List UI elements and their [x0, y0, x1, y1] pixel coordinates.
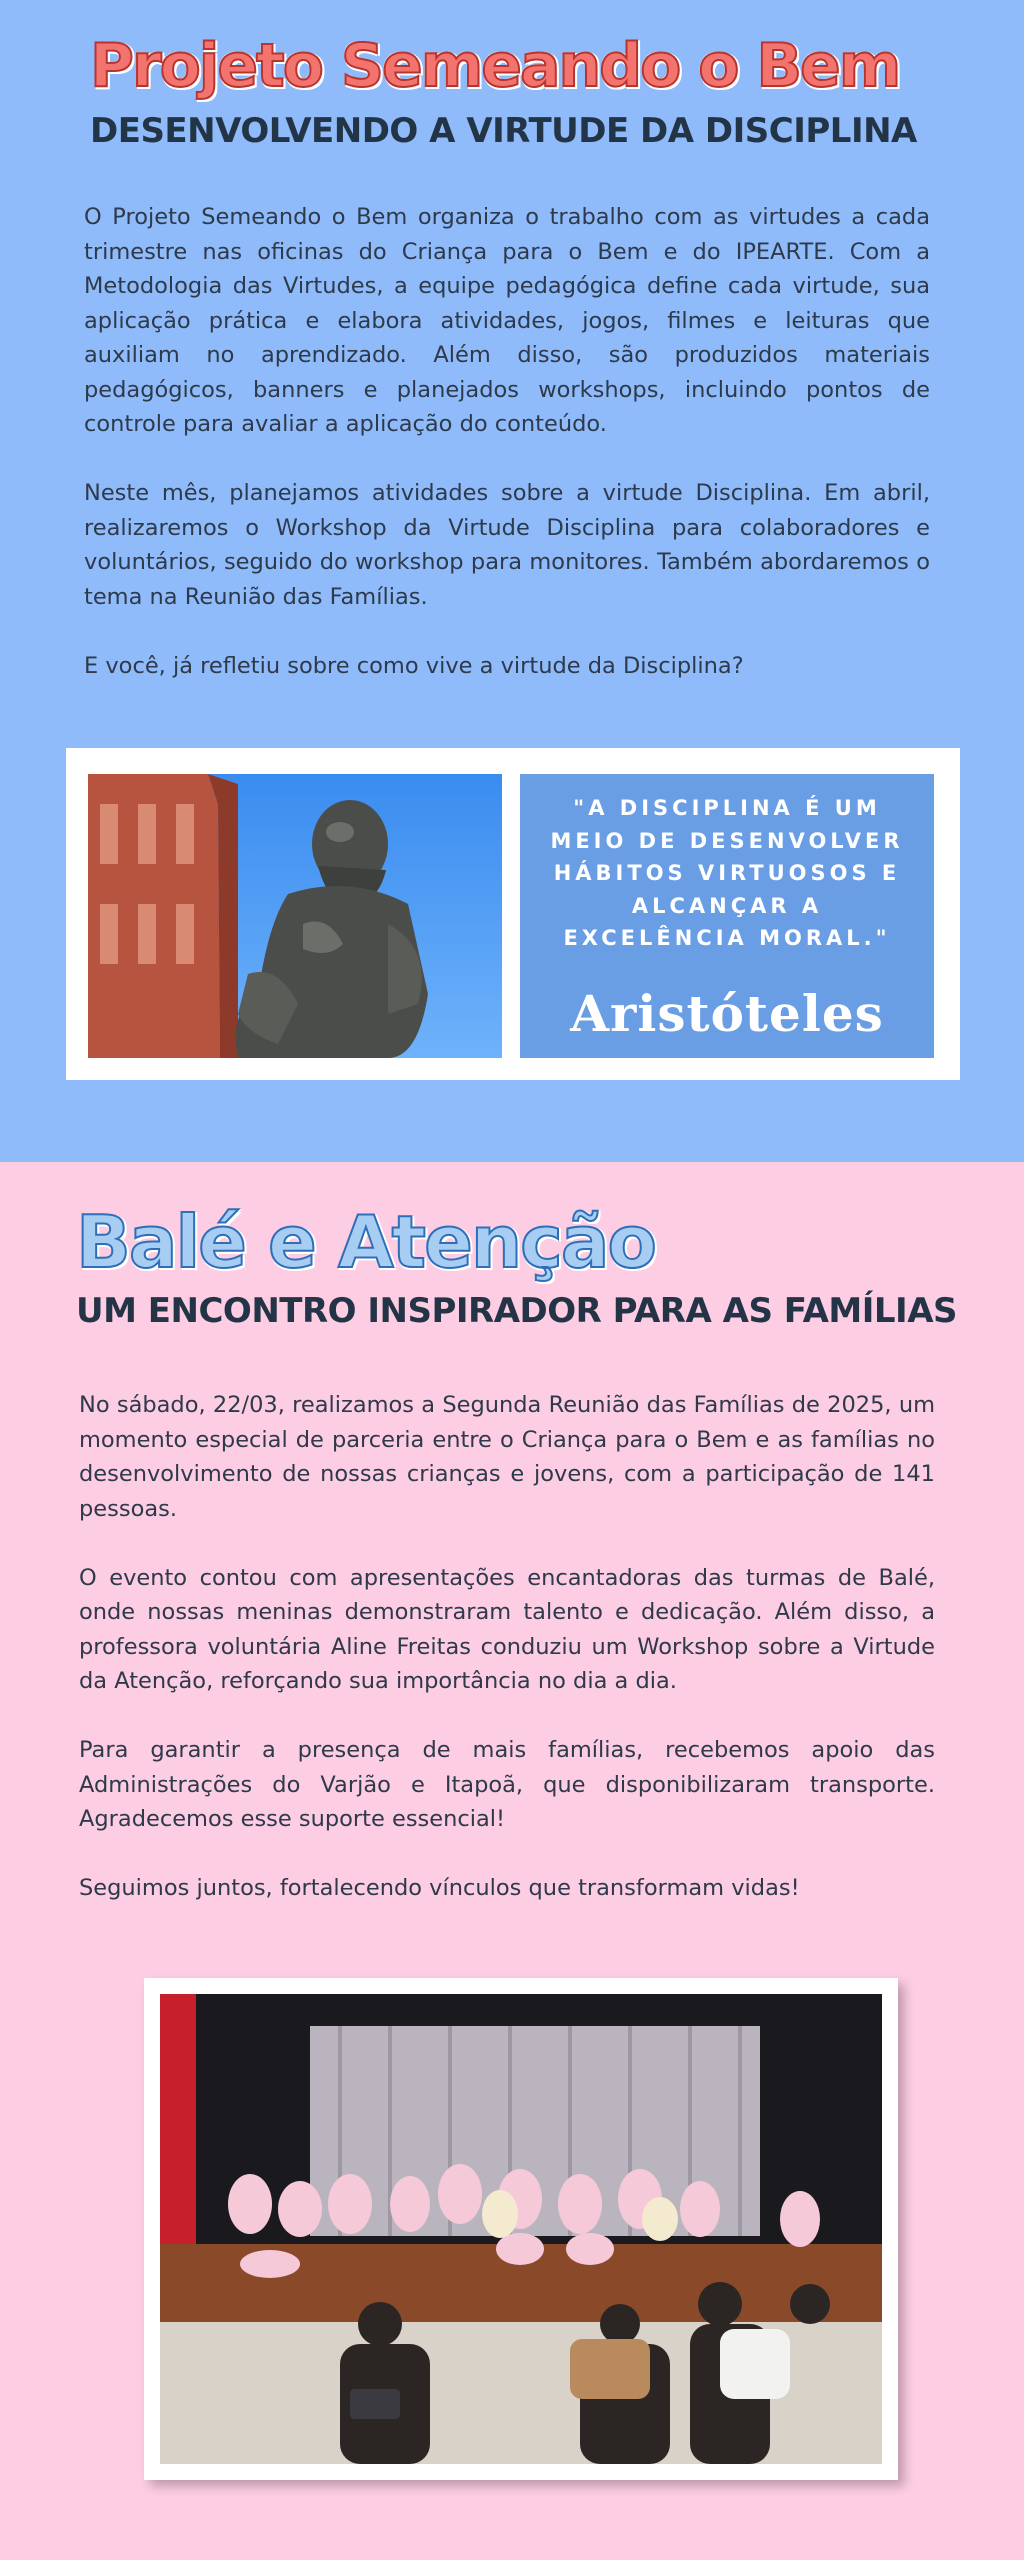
- section-title: Balé e Atenção: [76, 1200, 655, 1284]
- section-subtitle: UM ENCONTRO INSPIRADOR PARA AS FAMÍLIAS: [76, 1291, 958, 1331]
- paragraph: Neste mês, planejamos atividades sobre a virtude Disciplina. Em abril, realizaremos o Workshop da Virtude Disciplina para colaboradores e voluntários, seguido do workshop para monitores. Também abordaremos o tema na Reunião das Famílias.: [84, 480, 930, 610]
- paragraph: Seguimos juntos, fortalecendo vínculos que transformam vidas!: [79, 1875, 800, 1901]
- paragraph: O evento contou com apresentações encantadoras das turmas de Balé, onde nossas meninas demonstraram talento e dedicação. Além disso, a professora voluntária Aline Freitas conduziu um Workshop sobre a Virtude da Atenção, reforçando sua importância no dia a dia.: [79, 1564, 935, 1694]
- quote-panel: [520, 774, 934, 1058]
- section-subtitle: DESENVOLVENDO A VIRTUDE DA DISCIPLINA: [90, 111, 917, 151]
- section-body: [79, 1388, 935, 1906]
- paragraph: Para garantir a presença de mais famílias, recebemos apoio das Administrações do Varjão e Itapoã, que disponibilizaram transporte. Agradecemos esse suporte essencial!: [79, 1737, 935, 1832]
- quote-author: Aristóteles: [570, 984, 884, 1043]
- virtue-section: [0, 0, 1024, 1162]
- quote-text: "A DISCIPLINA É UM MEIO DE DESENVOLVER HÁBITOS VIRTUOSOS E ALCANÇAR A EXCELÊNCIA MORAL.": [550, 796, 904, 950]
- section-title: Projeto Semeando o Bem: [90, 31, 900, 101]
- ballet-performance-photo: [160, 1994, 882, 2464]
- quote-card: [66, 748, 960, 1080]
- event-photo-frame: [144, 1978, 898, 2480]
- paragraph: No sábado, 22/03, realizamos a Segunda Reunião das Famílias de 2025, um momento especial de parceria entre o Criança para o Bem e as famílias no desenvolvimento de nossas crianças e jovens, com a participação de 141 pessoas.: [79, 1392, 935, 1522]
- section-body: [84, 200, 930, 683]
- paragraph: O Projeto Semeando o Bem organiza o trabalho com as virtudes a cada trimestre nas oficinas do Criança para o Bem e do IPEARTE. Com a Metodologia das Virtudes, a equipe pedagógica define cada virtude, sua aplicação prática e elabora atividades, jogos, filmes e leituras que auxiliam no aprendizado. Além disso, são produzidos materiais pedagógicos, banners e planejados workshops, incluindo pontos de controle para avaliar a aplicação do conteúdo.: [84, 204, 930, 437]
- statue-image: [88, 774, 502, 1058]
- paragraph: E você, já refletiu sobre como vive a virtude da Disciplina?: [84, 652, 744, 679]
